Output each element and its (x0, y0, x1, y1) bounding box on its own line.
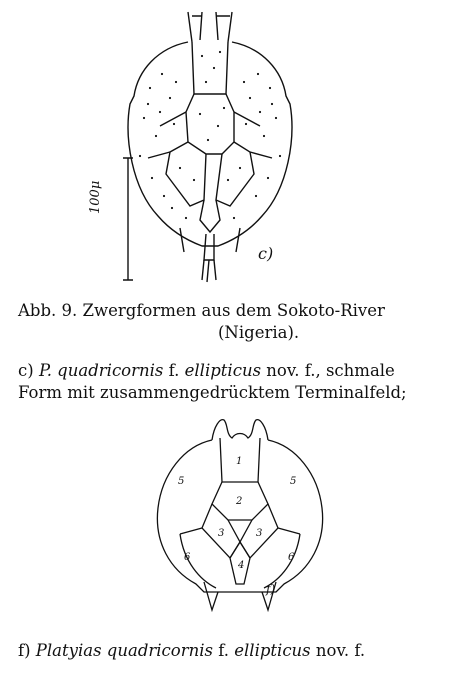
scalebar-label: 100μ (88, 180, 103, 214)
caption-c (18, 360, 463, 404)
plate-number-6-right: 6 (288, 552, 295, 563)
plate-number-3-left: 3 (218, 528, 225, 539)
caption-c-f: f. (163, 361, 185, 380)
caption-c-line2: Form mit zusammengedrücktem Terminalfeld; (18, 383, 407, 402)
caption-c-prefix: c) (18, 361, 39, 380)
caption-f-f: f. (212, 641, 235, 660)
plate-number-4: 4 (238, 560, 245, 571)
caption-c-rest: nov. f., schmale (261, 361, 395, 380)
plate-number-5-right: 5 (290, 476, 297, 487)
panel-label-c: c) (258, 244, 274, 263)
plate-number-2: 2 (236, 496, 243, 507)
plate-number-5-left: 5 (178, 476, 185, 487)
plate-number-3-right: 3 (256, 528, 263, 539)
caption-f (18, 640, 463, 662)
caption-f-prefix: f) (18, 641, 36, 660)
panel-label-f: f) (266, 582, 276, 596)
figure-caption-main (18, 300, 463, 344)
figure-c-drawing (110, 8, 310, 288)
caption-f-rest: nov. f. (310, 641, 366, 660)
figure-f-drawing (140, 412, 340, 612)
plate-number-1: 1 (236, 456, 243, 467)
caption-c-form: ellipticus (184, 361, 262, 380)
caption-main-line2: (Nigeria). (218, 323, 300, 342)
caption-f-form: ellipticus (234, 641, 311, 660)
caption-c-genus: P. quadricornis (38, 361, 164, 380)
plate-number-6-left: 6 (184, 552, 191, 563)
caption-f-genus: Platyias quadricornis (35, 641, 213, 660)
caption-main-line1: Abb. 9. Zwergformen aus dem Sokoto-River (18, 301, 385, 320)
